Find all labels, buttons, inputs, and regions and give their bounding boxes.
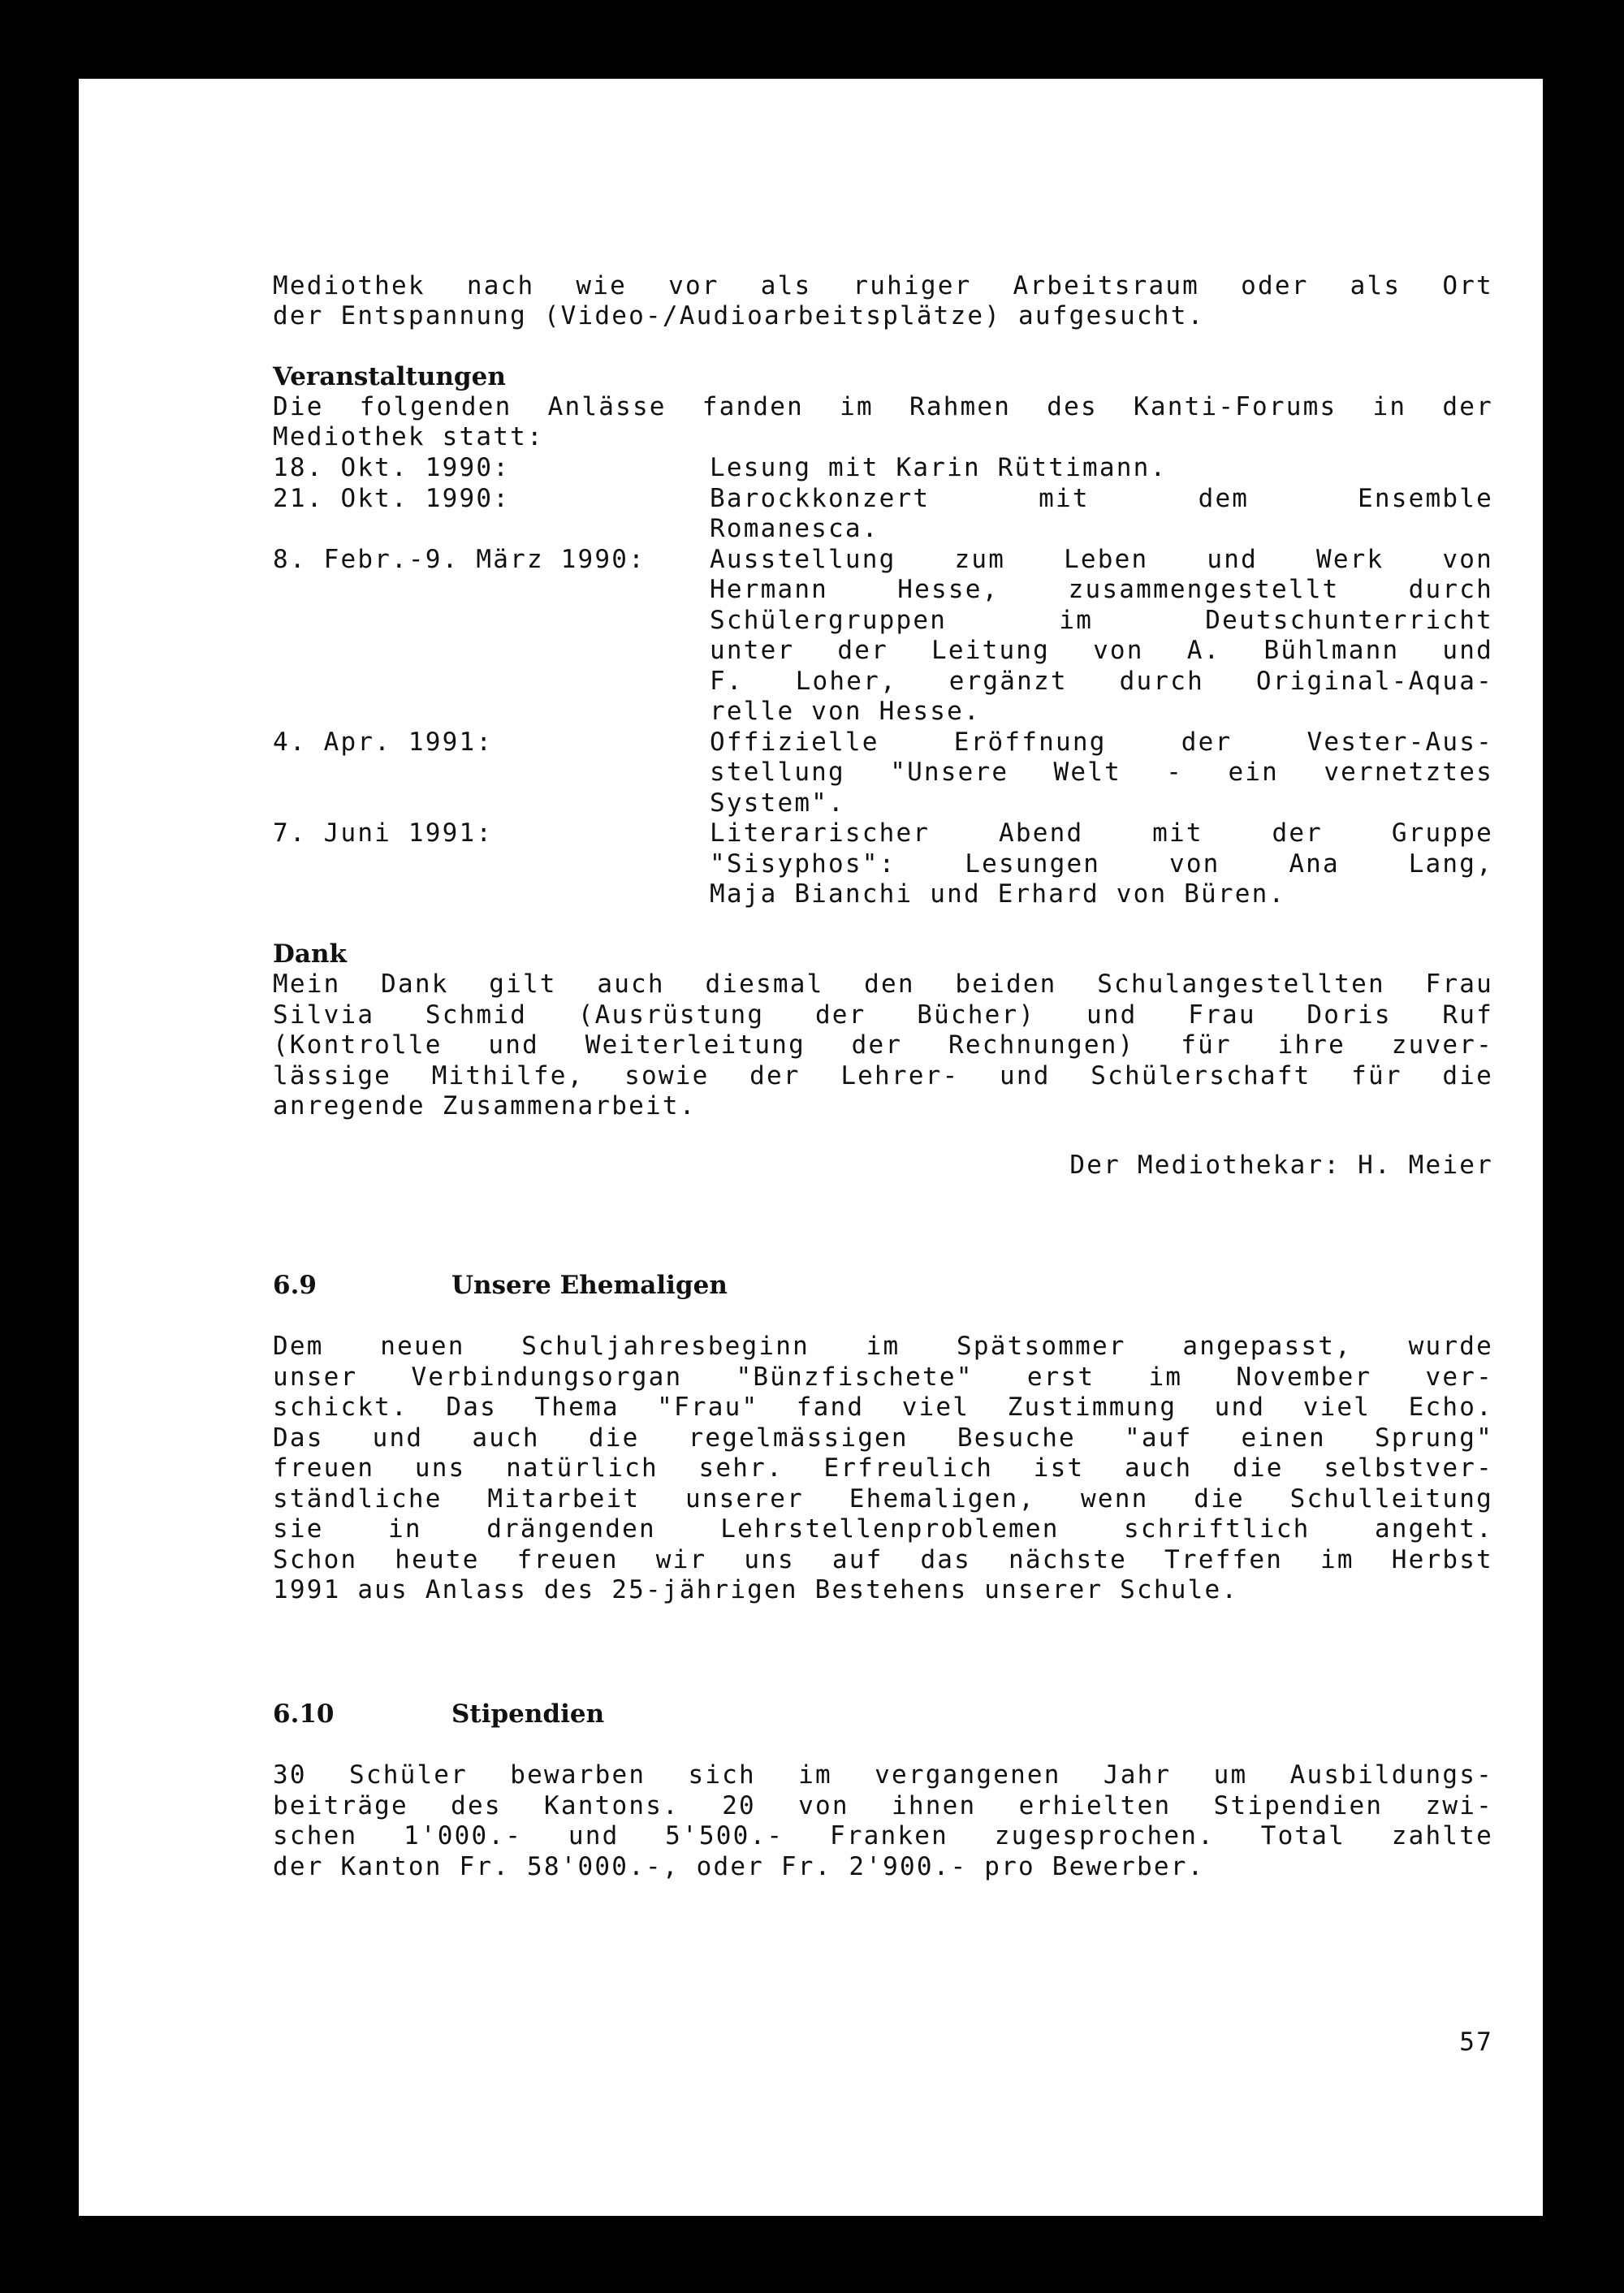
word: ihre <box>1277 1030 1346 1060</box>
word: Leben <box>1064 544 1149 574</box>
word: Mein <box>273 969 341 999</box>
word: natürlich <box>506 1453 659 1483</box>
word: Total <box>1260 1821 1346 1850</box>
word: zwi- <box>1425 1790 1493 1820</box>
word: beiden <box>955 969 1057 999</box>
word: um <box>1213 1760 1248 1790</box>
event-description-line: Lesung mit Karin Rüttimann. <box>710 453 1168 482</box>
word: nach <box>466 271 535 300</box>
word: Weiterleitung <box>585 1030 806 1060</box>
word: Ana <box>1289 849 1340 879</box>
word: erst <box>1026 1362 1095 1392</box>
word: oder <box>1241 271 1309 300</box>
section-6-10-line <box>273 1760 1493 1791</box>
word: Eröffnung <box>953 727 1107 757</box>
section-6-10-line <box>273 1791 1493 1822</box>
word: Frau <box>1425 969 1493 999</box>
word: Bühlmann <box>1263 636 1400 665</box>
word: und <box>372 1423 424 1453</box>
word: Ausstellung <box>710 544 896 574</box>
event-description-line: Romanesca. <box>710 514 879 543</box>
word: Lang, <box>1408 849 1493 879</box>
word: Thema <box>534 1393 620 1422</box>
word: durch <box>1408 575 1493 604</box>
event-date: 8. Febr.-9. März 1990: <box>273 544 646 574</box>
section-6-9-line <box>273 1423 1493 1454</box>
word: im <box>798 1760 832 1790</box>
word: 5'500.- <box>665 1821 784 1850</box>
word: Kantons. <box>544 1790 680 1820</box>
word: selbstver- <box>1324 1453 1493 1483</box>
word: der <box>1272 818 1324 848</box>
word: vor <box>668 271 719 300</box>
word: - <box>1166 758 1184 787</box>
event-description-line <box>710 758 1493 788</box>
word: viel <box>1302 1393 1371 1422</box>
word: Literarischer <box>710 818 931 848</box>
word: und <box>1086 1000 1138 1030</box>
word: im <box>840 392 874 421</box>
word: F. <box>710 666 744 696</box>
word: und <box>1000 1060 1051 1090</box>
dank-line <box>273 969 1493 1000</box>
event-description-line: relle von Hesse. <box>710 697 981 726</box>
word: Treffen <box>1164 1544 1284 1574</box>
word: einen <box>1241 1423 1326 1453</box>
word: sich <box>688 1760 756 1790</box>
word: als <box>760 271 812 300</box>
word: Loher, <box>795 666 897 696</box>
word: Rahmen <box>909 392 1012 421</box>
word: ver- <box>1425 1362 1493 1392</box>
event-description-line <box>710 636 1493 667</box>
word: Besuche <box>957 1423 1076 1453</box>
word: Gruppe <box>1391 818 1493 848</box>
word: Schon <box>273 1544 358 1574</box>
word: Ensemble <box>1358 483 1493 513</box>
word: uns <box>414 1453 466 1483</box>
word: Doris <box>1307 1000 1392 1030</box>
word: Lehrer- <box>840 1060 960 1090</box>
word: und <box>1207 544 1258 574</box>
word: regelmässigen <box>688 1423 909 1453</box>
word: den <box>864 969 915 999</box>
word: Mitarbeit <box>487 1483 641 1514</box>
word: November <box>1236 1362 1372 1392</box>
word: "Unsere <box>890 758 1009 787</box>
word: uns <box>744 1544 795 1574</box>
word: im <box>1320 1544 1354 1574</box>
word: neuen <box>380 1332 465 1361</box>
word: Verbindungsorgan <box>411 1362 683 1392</box>
word: in <box>1372 392 1407 421</box>
word: sie <box>273 1514 324 1544</box>
event-date: 18. Okt. 1990: <box>273 453 511 482</box>
word: Zustimmung <box>1007 1393 1177 1422</box>
word: folgenden <box>359 392 512 421</box>
word: zum <box>954 544 1006 574</box>
word: Arbeitsraum <box>1013 271 1200 300</box>
word: wir <box>655 1544 707 1574</box>
event-description-line: Maja Bianchi und Erhard von Büren. <box>710 879 1286 909</box>
word: von <box>1093 636 1144 665</box>
section-6-9-line <box>273 1545 1493 1576</box>
word: der <box>1442 392 1493 421</box>
word: schen <box>273 1821 358 1850</box>
word: der <box>837 636 888 665</box>
word: 30 <box>273 1760 307 1790</box>
word: Leitung <box>931 636 1051 665</box>
section-6-9-title: Unsere Ehemaligen <box>451 1271 728 1300</box>
section-6-9-line <box>273 1393 1493 1423</box>
section-6-9-line <box>273 1484 1493 1515</box>
word: unserer <box>685 1483 804 1514</box>
word: des <box>451 1790 502 1820</box>
word: erhielten <box>1018 1790 1172 1820</box>
word: und <box>568 1821 620 1850</box>
word: für <box>1181 1030 1232 1060</box>
word: Schülergruppen <box>710 605 948 635</box>
word: diesmal <box>705 969 824 999</box>
word: stellung <box>710 758 845 787</box>
word: Jahr <box>1103 1760 1172 1790</box>
dank-line <box>273 1061 1493 1092</box>
word: Ausbildungs- <box>1289 1760 1493 1790</box>
document-page <box>79 79 1543 2216</box>
word: 20 <box>722 1790 756 1820</box>
word: Schulangestellten <box>1097 969 1385 999</box>
word: bewarben <box>510 1760 646 1790</box>
word: "Bünzfischete" <box>736 1362 974 1392</box>
word: wenn <box>1081 1483 1149 1514</box>
word: freuen <box>516 1544 619 1574</box>
word: wurde <box>1408 1332 1493 1361</box>
word: die <box>1194 1483 1245 1514</box>
intro-line-2: der Entspannung (Video-/Audioarbeitsplätze) aufgesucht. <box>273 301 1205 330</box>
event-description-line <box>710 606 1493 637</box>
word: Erfreulich <box>823 1453 994 1483</box>
word: Ehemaligen, <box>849 1483 1036 1514</box>
word: A. <box>1186 636 1221 665</box>
word: der <box>749 1060 801 1090</box>
word: angeht. <box>1374 1514 1493 1544</box>
word: Frau <box>1188 1000 1256 1030</box>
word: Bücher) <box>917 1000 1036 1030</box>
word: mit <box>1039 483 1090 513</box>
word: im <box>1148 1362 1183 1392</box>
word: auch <box>472 1423 540 1453</box>
word: gilt <box>489 969 557 999</box>
event-description-line <box>710 728 1493 758</box>
section-6-9-line <box>273 1332 1493 1362</box>
word: dem <box>1198 483 1250 513</box>
word: Welt <box>1053 758 1121 787</box>
veranstaltungen-intro-line-1 <box>273 392 1493 423</box>
word: Schuljahresbeginn <box>521 1332 810 1361</box>
word: die <box>588 1423 640 1453</box>
word: auf <box>831 1544 883 1574</box>
event-description-line <box>710 818 1493 849</box>
page-number: 57 <box>1459 2027 1493 2057</box>
word: Das <box>446 1393 497 1422</box>
signature: Der Mediothekar: H. Meier <box>1069 1151 1493 1180</box>
word: von <box>1442 544 1493 574</box>
word: Mithilfe, <box>431 1060 585 1090</box>
word: Anlässe <box>547 392 667 421</box>
word: (Kontrolle <box>273 1030 443 1060</box>
section-6-9-line: 1991 aus Anlass des 25-jährigen Bestehens unserer Schule. <box>273 1575 1239 1604</box>
word: heute <box>395 1544 480 1574</box>
word: Deutschunterricht <box>1205 605 1493 635</box>
word: Herbst <box>1391 1544 1493 1574</box>
word: ergänzt <box>948 666 1068 696</box>
word: und <box>1214 1393 1266 1422</box>
event-description-line <box>710 667 1493 697</box>
dank-line: anregende Zusammenarbeit. <box>273 1091 697 1121</box>
word: ständliche <box>273 1483 443 1514</box>
word: Echo. <box>1408 1393 1493 1422</box>
word: 1'000.- <box>404 1821 523 1850</box>
word: wie <box>576 271 627 300</box>
event-description-line <box>710 484 1493 515</box>
word: Hesse, <box>897 575 1000 604</box>
word: ist <box>1033 1453 1085 1483</box>
word: Schülerschaft <box>1091 1060 1311 1090</box>
word: von <box>798 1790 849 1820</box>
word: zugesprochen. <box>994 1821 1215 1850</box>
event-description-line <box>710 849 1493 880</box>
word: zusammengestellt <box>1068 575 1340 604</box>
word: angepasst, <box>1182 1332 1352 1361</box>
word: schickt. <box>273 1393 408 1422</box>
word: "auf <box>1125 1423 1193 1453</box>
word: das <box>920 1544 972 1574</box>
word: Schüler <box>348 1760 469 1790</box>
section-6-10-number: 6.10 <box>273 1699 335 1729</box>
word: Kanti-Forums <box>1134 392 1337 421</box>
word: zahlte <box>1391 1821 1493 1850</box>
event-date: 4. Apr. 1991: <box>273 727 494 757</box>
word: Schmid <box>425 1000 528 1030</box>
event-description-line <box>710 545 1493 576</box>
word: in <box>388 1514 422 1544</box>
word: durch <box>1119 666 1204 696</box>
word: vergangenen <box>875 1760 1061 1790</box>
word: Hermann <box>710 575 829 604</box>
section-6-10-line: der Kanton Fr. 58'000.-, oder Fr. 2'900.- pro Bewerber. <box>273 1851 1205 1881</box>
word: Die <box>273 392 324 421</box>
word: der <box>814 1000 866 1030</box>
word: Ruf <box>1442 1000 1493 1030</box>
word: Stipendien <box>1213 1790 1384 1820</box>
word: auch <box>1124 1453 1193 1483</box>
word: Das <box>273 1423 324 1453</box>
word: Barockkonzert <box>710 483 931 513</box>
word: Dank <box>381 969 449 999</box>
word: Franken <box>829 1821 948 1850</box>
word: ihnen <box>892 1790 977 1820</box>
word: Rechnungen) <box>948 1030 1135 1060</box>
word: nächste <box>1009 1544 1128 1574</box>
word: und <box>488 1030 539 1060</box>
event-description-line <box>710 575 1493 606</box>
word: Dem <box>273 1332 324 1361</box>
word: und <box>1442 636 1493 665</box>
word: ein <box>1228 758 1280 787</box>
veranstaltungen-intro-line-2: Mediothek statt: <box>273 422 544 451</box>
veranstaltungen-heading: Veranstaltungen <box>273 362 506 391</box>
event-date: 7. Juni 1991: <box>273 818 494 848</box>
word: für <box>1351 1060 1402 1090</box>
intro-line-1 <box>273 271 1493 302</box>
section-6-9-line <box>273 1514 1493 1545</box>
word: lässige <box>273 1060 392 1090</box>
word: des <box>1047 392 1098 421</box>
word: Lehrstellenproblemen <box>720 1514 1060 1544</box>
word: unter <box>710 636 795 665</box>
word: die <box>1233 1453 1284 1483</box>
word: Spätsommer <box>957 1332 1126 1361</box>
word: "Frau" <box>657 1393 759 1422</box>
word: im <box>1059 605 1094 635</box>
word: schriftlich <box>1124 1514 1311 1544</box>
section-6-9-number: 6.9 <box>273 1271 317 1300</box>
word: von <box>1168 849 1220 879</box>
dank-line <box>273 1000 1493 1031</box>
word: fanden <box>702 392 804 421</box>
word: im <box>866 1332 901 1361</box>
dank-heading: Dank <box>273 939 347 969</box>
word: sowie <box>624 1060 710 1090</box>
section-6-9-line <box>273 1453 1493 1484</box>
word: Vester-Aus- <box>1307 727 1493 757</box>
word: Werk <box>1315 544 1384 574</box>
word: Ort <box>1442 271 1493 300</box>
dank-line <box>273 1030 1493 1061</box>
word: Schulleitung <box>1289 1483 1493 1514</box>
word: viel <box>901 1393 970 1422</box>
word: der <box>851 1030 903 1060</box>
word: der <box>1181 727 1233 757</box>
word: die <box>1442 1060 1493 1090</box>
word: freuen <box>273 1453 375 1483</box>
word: auch <box>597 969 665 999</box>
word: "Sisyphos": <box>710 849 896 879</box>
word: als <box>1350 271 1402 300</box>
word: sehr. <box>698 1453 784 1483</box>
word: Sprung" <box>1374 1423 1493 1453</box>
word: Silvia <box>273 1000 375 1030</box>
word: (Ausrüstung <box>577 1000 765 1030</box>
word: Abend <box>999 818 1084 848</box>
section-6-9-line <box>273 1362 1493 1393</box>
section-6-10-title: Stipendien <box>451 1699 605 1729</box>
word: zuver- <box>1391 1030 1493 1060</box>
word: beiträge <box>273 1790 408 1820</box>
word: ruhiger <box>853 271 972 300</box>
word: Original-Aqua- <box>1255 666 1493 696</box>
word: Offizielle <box>710 727 879 757</box>
section-6-10-line <box>273 1821 1493 1852</box>
word: unser <box>273 1362 358 1392</box>
word: fand <box>796 1393 865 1422</box>
word: Mediothek <box>273 271 425 300</box>
word: drängenden <box>486 1514 656 1544</box>
word: mit <box>1152 818 1203 848</box>
word: Lesungen <box>965 849 1101 879</box>
word: vernetztes <box>1324 758 1493 787</box>
event-description-line: System". <box>710 788 845 818</box>
event-date: 21. Okt. 1990: <box>273 483 511 513</box>
